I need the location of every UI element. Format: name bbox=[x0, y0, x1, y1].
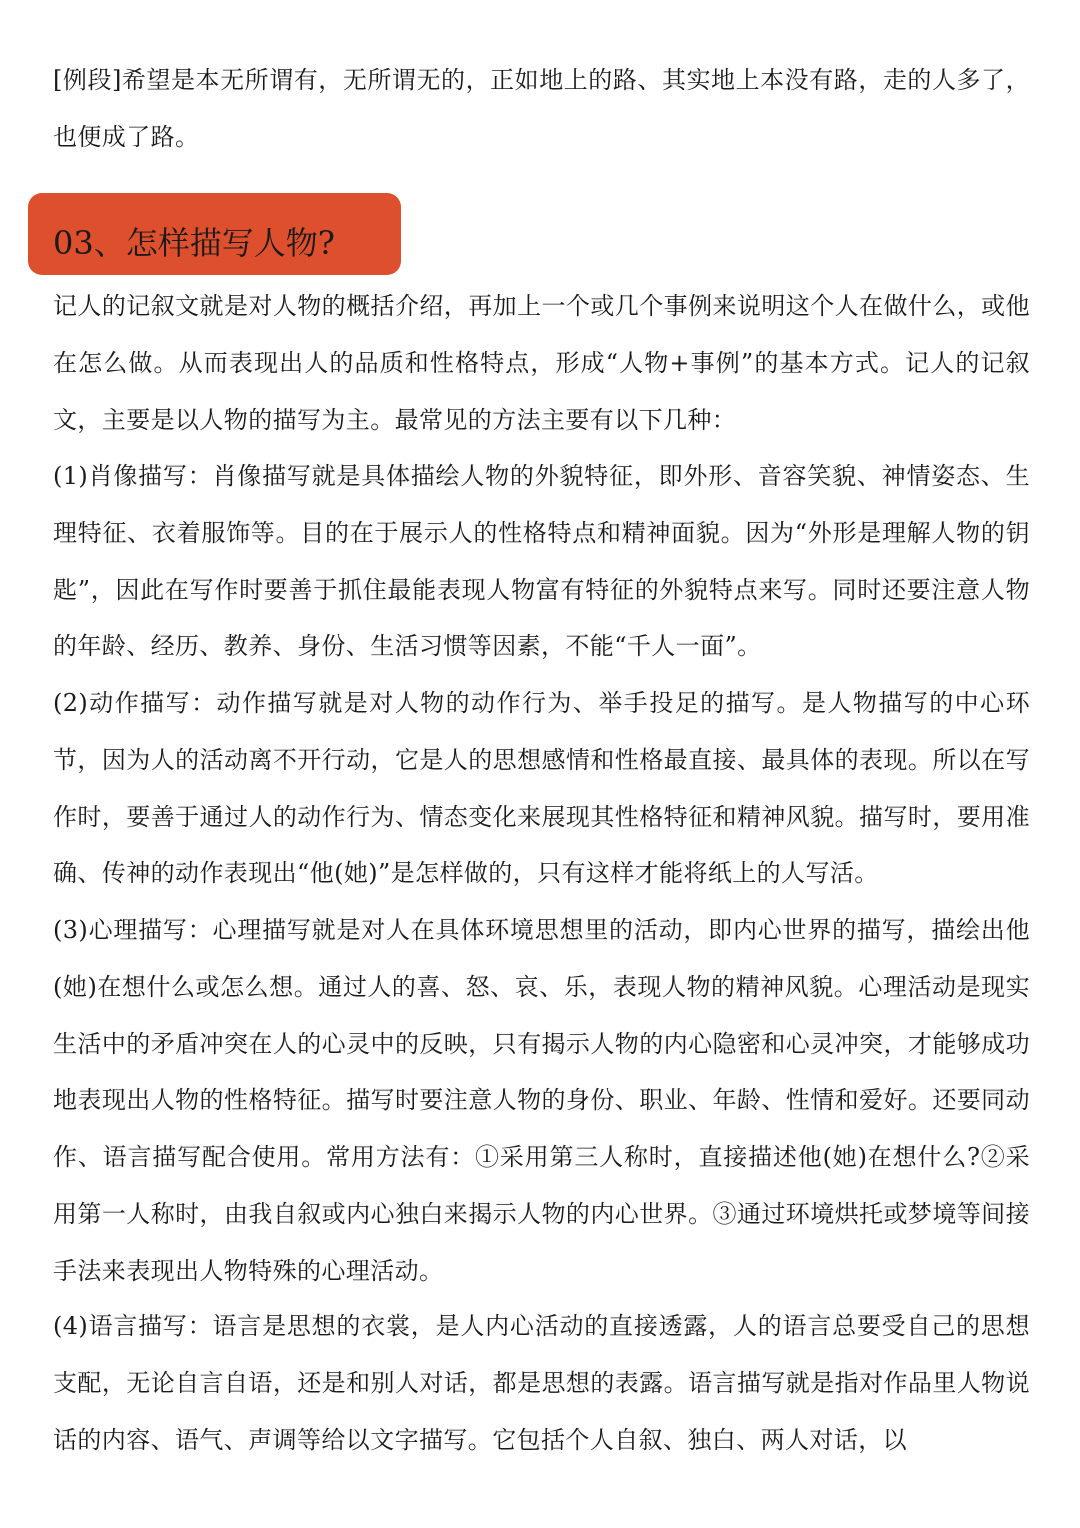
language-description-paragraph: (4)语言描写：语言是思想的衣裳，是人内心活动的直接透露，人的语言总要受自己的思想支配，无论自言自语，还是和别人对话，都是思想的表露。语言描写就是指对作品里人物说话的内容、语气、声调等给以文字描写。它包括个人自叙、独白、两人对话，以 bbox=[53, 1312, 1030, 1454]
portrait-description-paragraph: (1)肖像描写：肖像描写就是具体描绘人物的外貌特征，即外形、音容笑貌、神情姿态、生理特征、衣着服饰等。目的在于展示人的性格特点和精神面貌。因为“外形是理解人物的钥匙”，因此在写作时要善于抓住最能表现人物富有特征的外貌特点来写。同时还要注意人物的年龄、经历、教养、身份、生活习惯等因素，不能“千人一面”。 bbox=[53, 462, 1030, 661]
section-header-banner bbox=[28, 193, 401, 275]
intro-paragraph: 记人的记叙文就是对人物的概括介绍，再加上一个或几个事例来说明这个人在做什么，或他在怎么做。从而表现出人的品质和性格特点，形成“人物+事例”的基本方式。记人的记叙文，主要是以人物的描写为主。最常见的方法主要有以下几种： bbox=[53, 292, 1030, 434]
example-paragraph: [例段]希望是本无所谓有，无所谓无的，正如地上的路、其实地上本没有路，走的人多了，也便成了路。 bbox=[53, 66, 1030, 151]
psychology-description-paragraph: (3)心理描写：心理描写就是对人在具体环境思想里的活动，即内心世界的描写，描绘出他(她)在想什么或怎么想。通过人的喜、怒、哀、乐，表现人物的精神风貌。心理活动是现实生活中的矛盾冲突在人的心灵中的反映，只有揭示人物的内心隐密和心灵冲突，才能够成功地表现出人物的性格特征。描写时要注意人物的身份、职业、年龄、性情和爱好。还要同动作、语言描写配合使用。常用方法有：①采用第三人称时，直接描述他(她)在想什么?②采用第一人称时，由我自叙或内心独白来揭示人物的内心世界。③通过环境烘托或梦境等间接手法来表现出人物特殊的心理活动。 bbox=[53, 916, 1030, 1285]
action-description-paragraph: (2)动作描写：动作描写就是对人物的动作行为、举手投足的描写。是人物描写的中心环节，因为人的活动离不开行动，它是人的思想感情和性格最直接、最具体的表现。所以在写作时，要善于通过人的动作行为、情态变化来展现其性格特征和精神风貌。描写时，要用准确、传神的动作表现出“他(她)”是怎样做的，只有这样才能将纸上的人写活。 bbox=[53, 689, 1030, 888]
section-title: 03、怎样描写人物? bbox=[53, 224, 335, 262]
